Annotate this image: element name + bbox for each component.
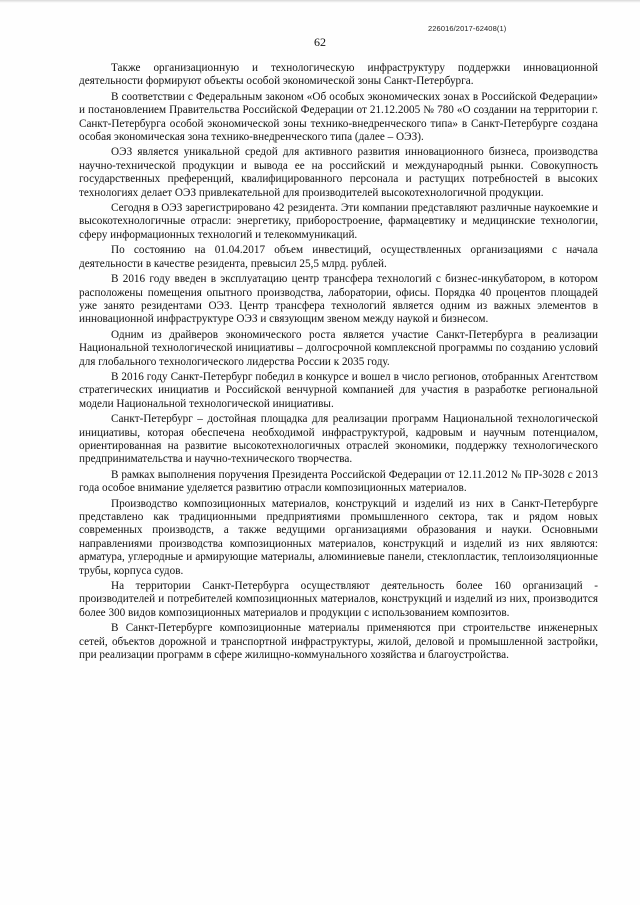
paragraph: Производство композиционных материалов, конструкций и изделий из них в Санкт-Петербурге представлено как традиционными предприятиями промышленного сектора, так и рядом новых современных производств, а также ведущими организациями образования и науки. Основными направлениями производства композиционных материалов, конструкций и изделий из них являются: арматура, углеродные и армирующие материалы, алюминиевые панели, стеклопластик, теплоизоляционные трубы, корпуса судов.	[79, 497, 598, 577]
paragraph: Санкт-Петербург – достойная площадка для реализации программ Национальной технологической инициативы, которая обеспечена необходимой инфраструктурой, кадровым и научным потенциалом, ориентированная на развитие высокотехнологичных отраслей экономики, поддержку технологического предпринимательства и научно-технического творчества.	[79, 413, 598, 466]
paragraph: По состоянию на 01.04.2017 объем инвестиций, осуществленных организациями с начала деятельности в качестве резидента, превысил 25,5 млрд. рублей.	[79, 244, 598, 270]
paragraph: Также организационную и технологическую инфраструктуру поддержки инновационной деятельности формируют объекты особой экономической зоны Санкт-Петербурга.	[79, 62, 598, 88]
paragraph: В 2016 году Санкт-Петербург победил в конкурсе и вошел в число регионов, отобранных Агентством стратегических инициатив и Российской венчурной компанией для участия в разработке региональной модели Национальной технологической инициативы.	[79, 370, 598, 410]
document-id: 226016/2017-62408(1)	[428, 24, 507, 33]
scan-edge	[0, 0, 640, 3]
paragraph: В 2016 году введен в эксплуатацию центр трансфера технологий с бизнес-инкубатором, в котором расположены помещения опытного производства, лаборатории, офисы. Порядка 40 процентов площадей уже занято резидентами ОЭЗ. Центр трансфера технологий является одним из важных элементов в инновационной инфраструктуре ОЭЗ и связующим звеном между наукой и бизнесом.	[79, 273, 598, 326]
page-number: 62	[314, 35, 326, 49]
paragraph: В соответствии с Федеральным законом «Об особых экономических зонах в Российской Федерации» и постановлением Правительства Российской Федерации от 21.12.2005 № 780 «О создании на территории г. Санкт-Петербурга особой экономической зоны технико-внедренческого типа» в Санкт-Петербурге создана особая экономическая зона технико-внедренческого типа (далее – ОЭЗ).	[79, 90, 598, 144]
paragraph: На территории Санкт-Петербурга осуществляют деятельность более 160 организаций - производителей и потребителей композиционных материалов, конструкций и изделий из них, производится более 300 видов композиционных материалов и продукции с использованием композитов.	[79, 580, 598, 619]
paragraph: Сегодня в ОЭЗ зарегистрировано 42 резидента. Эти компании представляют различные наукоемкие и высокотехнологичные отрасли: энергетику, приборостроение, фармацевтику и медицинские технологии, сферу информационных технологий и телекоммуникаций.	[79, 202, 598, 241]
body-text	[79, 62, 598, 664]
paragraph: ОЭЗ является уникальной средой для активного развития инновационного бизнеса, производства научно-технической продукции и вывода ее на российский и международный рынки. Совокупность государственных преференций, квалифицированного персонала и растущих потребностей в высоких технологиях делает ОЭЗ привлекательной для производителей высокотехнологичной продукции.	[79, 146, 598, 199]
paragraph: В Санкт-Петербурге композиционные материалы применяются при строительстве инженерных сетей, объектов дорожной и транспортной инфраструктуры, жилой, деловой и промышленной застройки, при реализации программ в сфере жилищно-коммунального хозяйства и благоустройства.	[79, 622, 598, 662]
paragraph: Одним из драйверов экономического роста является участие Санкт-Петербурга в реализации Национальной технологической инициативы – долгосрочной комплексной программы по созданию условий для глобального технологического лидерства России к 2035 году.	[79, 328, 598, 368]
paragraph: В рамках выполнения поручения Президента Российской Федерации от 12.11.2012 № ПР-3028 с 2013 года особое внимание уделяется развитию отрасли композиционных материалов.	[79, 468, 598, 495]
